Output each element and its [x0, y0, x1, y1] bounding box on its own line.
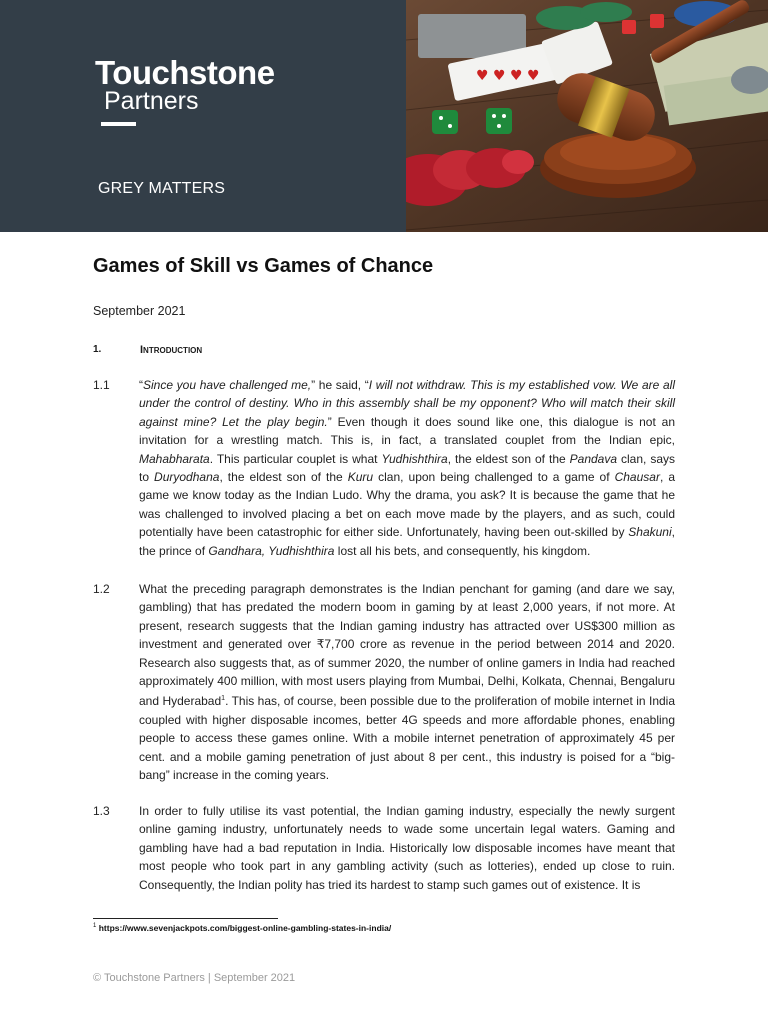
section-number: 1. [93, 344, 102, 355]
paragraph-number: 1.2 [93, 582, 110, 596]
text-run: clan, says to [139, 451, 675, 485]
quote-text: Since you have challenged me, [143, 378, 312, 392]
paragraph-text: In order to fully utilise its vast potential, the Indian gaming industry, especially the newly surgent online gaming industry, unfortunately needs to wade some uncertain legal waters. Gaming and gambling have had a bad reputation in India. Historically low disposable incomes have meant that most people who took part in any gambling activity (such as lotteries), ended up close to ruin. Consequently, the Indian polity has tried its hardest to stamp such games out of existence. It is [139, 804, 675, 892]
brand-divider [101, 122, 136, 126]
text-run: , the eldest son of the [447, 451, 570, 466]
page-header [0, 0, 768, 232]
emphasis: Yudhishthira [381, 451, 448, 466]
article-title: Games of Skill vs Games of Chance [93, 255, 434, 277]
hero-image [406, 0, 768, 232]
emphasis: Shakuni [628, 525, 672, 540]
text-run: . This particular couplet is what [209, 451, 382, 466]
emphasis: Pandava [569, 451, 618, 466]
text-run: . This has, of course, been possible due to the proliferation of mobile internet in India coupled with higher disposable incomes, better 4G speeds and more affordable phones, enabling people to access these games online. With a mobile internet penetration of approximately 45 per cent. and a mobile gaming penetration of just about 8 per cent., this industry is poised for a “big-bang” increase in the coming years. [139, 694, 676, 783]
paragraph-number: 1.1 [93, 378, 110, 392]
text-run: , the prince of [139, 525, 675, 558]
section-label: Introduction [140, 344, 203, 356]
text-run: ” he said, “ [311, 378, 369, 392]
paragraph-text: “Since you have challenged me,” he said, “I will not withdraw. This is my established vow. We are all under the control of destiny. Who in this assembly shall be my opponent? Who will match their skill against mine? Let the play begin.” Even though it does sound like one, this dialogue is not an invitation for a wrestling match. This is, in fact, a translated couplet from the Indian epic, Mahabharata. This particular couplet is what Yudhishthira, the eldest son of the Pandava clan, says to Duryodhana, the eldest son of the Kuru clan, upon being challenged to a game of Chausar, a game we know today as the Indian Ludo. Why the drama, you ask? It is because the game that he was challenged to involved placing a bet on each move made by the players, and as such, could potentially have been catastrophic for either side. Unfortunately, having been out-skilled by Shakuni, the prince of Gandhara, Yudhishthira lost all his bets, and consequently, his kingdom. [139, 378, 675, 558]
quote-text: I will not withdraw. This is my established vow. We are all under the control of destiny. Who in this assembly shall be my opponent? Who will match their skill against mine? Let the play begin. [139, 378, 675, 429]
article-date: September 2021 [93, 304, 186, 318]
emphasis: Kuru [347, 470, 374, 485]
text-run: ” Even though it does sound like one, this dialogue is not an invitation for a wrestling match. This is, in fact, a translated couplet from the Indian epic, [139, 414, 675, 448]
footnote-link[interactable]: https://www.sevenjackpots.com/biggest-online-gambling-states-in-india/ [98, 923, 392, 933]
brand-subname: Partners [104, 87, 199, 115]
footnote [93, 923, 391, 933]
text-run: lost all his bets, and consequently, his kingdom. [334, 543, 591, 558]
brand-panel [0, 0, 406, 232]
emphasis: Mahabharata [139, 451, 210, 466]
footnote-divider [93, 918, 278, 919]
emphasis: Gandhara, Yudhishthira [208, 543, 335, 558]
brand-name: Touchstone [95, 54, 275, 91]
text-run: clan, upon being challenged to a game of [373, 470, 615, 485]
paragraph-text [139, 580, 675, 784]
svg-text:♥ ♥ ♥ ♥: ♥ ♥ ♥ ♥ [476, 68, 540, 84]
text-run: What the preceding paragraph demonstrates is the Indian penchant for gaming (and dare we say, gambling) that has predated the modern boom in gaming by at least 2,000 years, if not more. At present, research suggests that the Indian gaming industry has attracted over US$300 million as investment and generated over ₹7,700 crore as revenue in the period between 2014 and 2020. Research also suggests that, as of summer 2020, the number of online gamers in India had reached approximately 400 million, with most users playing from Mumbai, Delhi, Kolkata, Chennai, Bengaluru and Hyderabad [139, 582, 675, 709]
series-label: GREY MATTERS [98, 180, 226, 197]
text-run: , the eldest son of the [219, 470, 348, 485]
paragraph-1-1 [93, 376, 675, 560]
paragraph-number: 1.3 [93, 804, 110, 818]
emphasis: Duryodhana [154, 470, 220, 485]
footnote-number: 1 [93, 923, 97, 930]
paragraph-1-2 [93, 580, 675, 784]
emphasis: Chausar [614, 470, 660, 485]
footnote-ref[interactable]: 1 [221, 695, 226, 703]
paragraph-1-3 [93, 802, 675, 894]
text-run: , a game we know today as the Indian Ludo. Why the drama, you ask? It is because the game that he was challenged to involved placing a bet on each move made by the players, and as such, could potentially have been catastrophic for either side. Unfortunately, having been out-skilled by [139, 470, 675, 540]
page-footer: © Touchstone Partners | September 2021 [93, 972, 296, 984]
